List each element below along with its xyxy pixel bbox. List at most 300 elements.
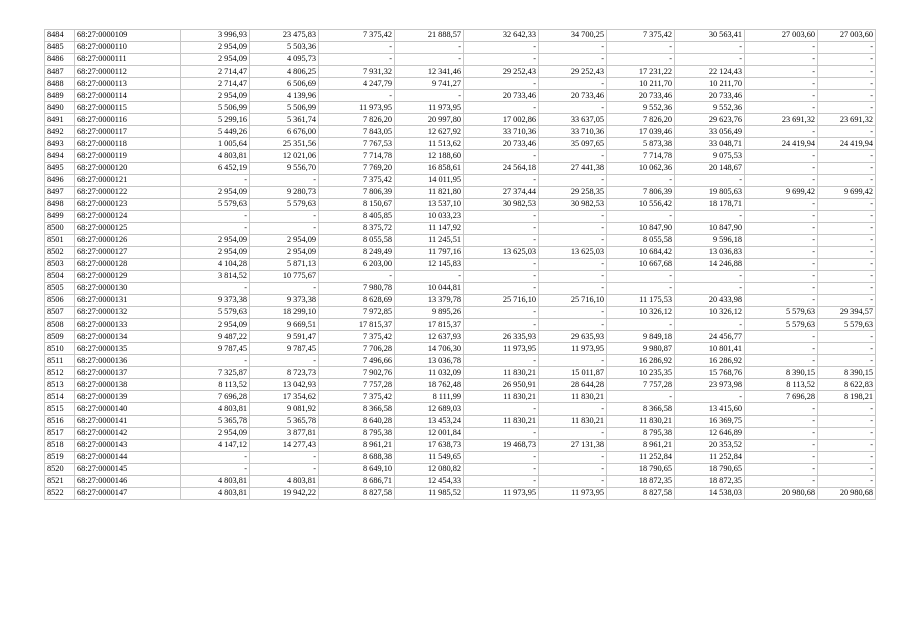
value-cell: -	[539, 451, 607, 463]
value-cell: 2 954,09	[181, 427, 250, 439]
value-cell: 7 706,28	[319, 343, 395, 355]
value-cell: 4 803,81	[250, 475, 319, 487]
table-row	[45, 403, 876, 415]
value-cell: 10 775,67	[250, 270, 319, 282]
value-cell: -	[818, 355, 876, 367]
value-cell: 11 513,62	[395, 138, 464, 150]
value-cell: 20 733,46	[464, 138, 539, 150]
value-cell: 2 954,09	[181, 234, 250, 246]
value-cell: 11 985,52	[395, 487, 464, 499]
value-cell: 12 646,89	[675, 427, 745, 439]
cadastral-code-cell: 68:27:0000115	[75, 102, 181, 114]
cadastral-code-cell: 68:27:0000131	[75, 295, 181, 307]
value-cell: -	[464, 174, 539, 186]
row-id-cell: 8520	[45, 463, 75, 475]
value-cell: -	[464, 463, 539, 475]
value-cell: -	[607, 42, 675, 54]
row-id-cell: 8511	[45, 355, 75, 367]
value-cell: -	[745, 42, 818, 54]
value-cell: 11 797,16	[395, 246, 464, 258]
cadastral-code-cell: 68:27:0000117	[75, 126, 181, 138]
value-cell: 8 827,58	[607, 487, 675, 499]
value-cell: -	[539, 307, 607, 319]
value-cell: -	[675, 54, 745, 66]
table-row	[45, 234, 876, 246]
value-cell: 8 055,58	[319, 234, 395, 246]
value-cell: 8 723,73	[250, 367, 319, 379]
value-cell: 19 468,73	[464, 439, 539, 451]
value-cell: 2 954,09	[250, 234, 319, 246]
table-row	[45, 174, 876, 186]
value-cell: -	[181, 463, 250, 475]
value-cell: 12 188,60	[395, 150, 464, 162]
value-cell: -	[675, 270, 745, 282]
value-cell: -	[607, 210, 675, 222]
value-cell: -	[539, 258, 607, 270]
value-cell: -	[250, 451, 319, 463]
value-cell: 13 379,78	[395, 295, 464, 307]
value-cell: 8 150,67	[319, 198, 395, 210]
value-cell: 33 056,49	[675, 126, 745, 138]
table-row	[45, 54, 876, 66]
value-cell: 4 139,96	[250, 90, 319, 102]
value-cell: 10 556,42	[607, 198, 675, 210]
value-cell: -	[818, 54, 876, 66]
value-cell: 9 699,42	[745, 186, 818, 198]
row-id-cell: 8488	[45, 78, 75, 90]
value-cell: 24 456,77	[675, 331, 745, 343]
value-cell: 16 369,75	[675, 415, 745, 427]
value-cell: 14 246,88	[675, 258, 745, 270]
value-cell: 6 676,00	[250, 126, 319, 138]
value-cell: 11 252,84	[607, 451, 675, 463]
table-row	[45, 246, 876, 258]
value-cell: 11 973,95	[464, 343, 539, 355]
value-cell: 8 688,38	[319, 451, 395, 463]
value-cell: 29 623,76	[675, 114, 745, 126]
value-cell: 11 973,95	[539, 343, 607, 355]
table-row	[45, 475, 876, 487]
value-cell: 30 982,53	[539, 198, 607, 210]
row-id-cell: 8493	[45, 138, 75, 150]
value-cell: 23 691,32	[745, 114, 818, 126]
value-cell: -	[539, 475, 607, 487]
value-cell: 6 452,19	[181, 162, 250, 174]
value-cell: 11 252,84	[675, 451, 745, 463]
value-cell: 11 973,95	[464, 487, 539, 499]
value-cell: 11 830,21	[539, 415, 607, 427]
value-cell: -	[818, 439, 876, 451]
value-cell: 10 235,35	[607, 367, 675, 379]
cadastral-code-cell: 68:27:0000133	[75, 319, 181, 331]
value-cell: 2 954,09	[181, 246, 250, 258]
value-cell: 3 814,52	[181, 270, 250, 282]
cadastral-code-cell: 68:27:0000118	[75, 138, 181, 150]
value-cell: 26 950,91	[464, 379, 539, 391]
value-cell: 18 790,65	[675, 463, 745, 475]
value-cell: 4 803,81	[181, 475, 250, 487]
value-cell: -	[745, 54, 818, 66]
value-cell: -	[464, 78, 539, 90]
table-row	[45, 150, 876, 162]
value-cell: -	[319, 90, 395, 102]
value-cell: -	[675, 282, 745, 294]
cadastral-code-cell: 68:27:0000135	[75, 343, 181, 355]
value-cell: 11 830,21	[539, 391, 607, 403]
cadastral-code-cell: 68:27:0000124	[75, 210, 181, 222]
value-cell: 19 805,63	[675, 186, 745, 198]
value-cell: 7 375,42	[319, 174, 395, 186]
value-cell: 20 353,52	[675, 439, 745, 451]
value-cell: -	[745, 102, 818, 114]
value-cell: -	[607, 54, 675, 66]
value-cell: -	[818, 343, 876, 355]
table-row	[45, 343, 876, 355]
row-id-cell: 8497	[45, 186, 75, 198]
value-cell: 10 847,90	[607, 222, 675, 234]
cadastral-code-cell: 68:27:0000113	[75, 78, 181, 90]
value-cell: 2 954,09	[181, 90, 250, 102]
value-cell: 12 637,93	[395, 331, 464, 343]
value-cell: -	[818, 427, 876, 439]
value-cell: 14 538,03	[675, 487, 745, 499]
row-id-cell: 8522	[45, 487, 75, 499]
row-id-cell: 8503	[45, 258, 75, 270]
cadastral-code-cell: 68:27:0000144	[75, 451, 181, 463]
value-cell: 16 286,92	[607, 355, 675, 367]
cadastral-code-cell: 68:27:0000140	[75, 403, 181, 415]
value-cell: 25 716,10	[464, 295, 539, 307]
value-cell: -	[745, 258, 818, 270]
value-cell: -	[745, 295, 818, 307]
value-cell: -	[818, 270, 876, 282]
row-id-cell: 8507	[45, 307, 75, 319]
value-cell: 7 931,32	[319, 66, 395, 78]
value-cell: 7 806,39	[607, 186, 675, 198]
value-cell: 9 552,36	[607, 102, 675, 114]
cadastral-code-cell: 68:27:0000134	[75, 331, 181, 343]
value-cell: -	[745, 270, 818, 282]
value-cell: 10 684,42	[607, 246, 675, 258]
value-cell: 5 365,78	[181, 415, 250, 427]
value-cell: 17 815,37	[319, 319, 395, 331]
value-cell: -	[181, 222, 250, 234]
value-cell: 16 858,61	[395, 162, 464, 174]
value-cell: 13 625,03	[539, 246, 607, 258]
value-cell: -	[539, 210, 607, 222]
row-id-cell: 8513	[45, 379, 75, 391]
value-cell: 18 762,48	[395, 379, 464, 391]
value-cell: 21 888,57	[395, 30, 464, 42]
value-cell: 7 806,39	[319, 186, 395, 198]
value-cell: -	[745, 439, 818, 451]
value-cell: 27 003,60	[818, 30, 876, 42]
value-cell: -	[539, 42, 607, 54]
value-cell: -	[745, 463, 818, 475]
value-cell: 1 005,64	[181, 138, 250, 150]
value-cell: 11 973,95	[319, 102, 395, 114]
value-cell: 6 203,00	[319, 258, 395, 270]
value-cell: 8 111,99	[395, 391, 464, 403]
value-cell: 9 373,38	[181, 295, 250, 307]
row-id-cell: 8518	[45, 439, 75, 451]
value-cell: 7 375,42	[319, 391, 395, 403]
value-cell: -	[539, 222, 607, 234]
value-cell: 34 700,25	[539, 30, 607, 42]
value-cell: 20 733,46	[607, 90, 675, 102]
value-cell: 9 487,22	[181, 331, 250, 343]
value-cell: 10 062,36	[607, 162, 675, 174]
value-cell: 9 373,38	[250, 295, 319, 307]
value-cell: 3 877,81	[250, 427, 319, 439]
table-row	[45, 30, 876, 42]
cadastral-code-cell: 68:27:0000114	[75, 90, 181, 102]
value-cell: -	[464, 234, 539, 246]
cadastral-code-cell: 68:27:0000142	[75, 427, 181, 439]
value-cell: -	[818, 78, 876, 90]
value-cell: -	[818, 415, 876, 427]
value-cell: -	[539, 463, 607, 475]
row-id-cell: 8501	[45, 234, 75, 246]
table-row	[45, 379, 876, 391]
value-cell: 7 769,20	[319, 162, 395, 174]
value-cell: 8 113,52	[181, 379, 250, 391]
value-cell: -	[395, 42, 464, 54]
value-cell: 13 537,10	[395, 198, 464, 210]
value-cell: -	[181, 210, 250, 222]
value-cell: -	[395, 54, 464, 66]
value-cell: 10 211,70	[607, 78, 675, 90]
value-cell: -	[181, 451, 250, 463]
value-cell: 9 669,51	[250, 319, 319, 331]
table-row	[45, 78, 876, 90]
table-row	[45, 295, 876, 307]
value-cell: -	[464, 222, 539, 234]
value-cell: -	[818, 463, 876, 475]
value-cell: 17 638,73	[395, 439, 464, 451]
value-cell: -	[745, 246, 818, 258]
cadastral-code-cell: 68:27:0000127	[75, 246, 181, 258]
value-cell: 5 299,16	[181, 114, 250, 126]
value-cell: 8 249,49	[319, 246, 395, 258]
value-cell: -	[539, 102, 607, 114]
table-row	[45, 198, 876, 210]
value-cell: -	[539, 54, 607, 66]
value-cell: -	[464, 42, 539, 54]
value-cell: 9 741,27	[395, 78, 464, 90]
row-id-cell: 8491	[45, 114, 75, 126]
value-cell: -	[818, 126, 876, 138]
value-cell: 14 706,30	[395, 343, 464, 355]
value-cell: 9 556,70	[250, 162, 319, 174]
value-cell: 29 258,35	[539, 186, 607, 198]
value-cell: 5 579,63	[181, 198, 250, 210]
value-cell: 7 696,28	[745, 391, 818, 403]
value-cell: 5 506,99	[181, 102, 250, 114]
value-cell: -	[539, 319, 607, 331]
value-cell: 12 001,84	[395, 427, 464, 439]
value-cell: -	[745, 282, 818, 294]
value-cell: 27 374,44	[464, 186, 539, 198]
value-cell: -	[818, 282, 876, 294]
value-cell: 11 830,21	[607, 415, 675, 427]
value-cell: 10 326,12	[607, 307, 675, 319]
table-row	[45, 355, 876, 367]
value-cell: 2 954,09	[250, 246, 319, 258]
value-cell: 8 628,69	[319, 295, 395, 307]
value-cell: 5 579,63	[745, 319, 818, 331]
value-cell: -	[818, 331, 876, 343]
value-cell: 4 803,81	[181, 150, 250, 162]
cadastral-code-cell: 68:27:0000138	[75, 379, 181, 391]
row-id-cell: 8490	[45, 102, 75, 114]
value-cell: 5 365,78	[250, 415, 319, 427]
value-cell: 8 795,38	[607, 427, 675, 439]
value-cell: 8 961,21	[607, 439, 675, 451]
value-cell: -	[818, 258, 876, 270]
value-cell: 18 790,65	[607, 463, 675, 475]
value-cell: -	[818, 102, 876, 114]
value-cell: 5 503,36	[250, 42, 319, 54]
value-cell: -	[250, 355, 319, 367]
value-cell: 8 375,72	[319, 222, 395, 234]
value-cell: 17 231,22	[607, 66, 675, 78]
value-cell: 8 055,58	[607, 234, 675, 246]
cadastral-code-cell: 68:27:0000112	[75, 66, 181, 78]
value-cell: -	[539, 174, 607, 186]
value-cell: 24 419,94	[745, 138, 818, 150]
value-cell: 33 048,71	[675, 138, 745, 150]
value-cell: 8 961,21	[319, 439, 395, 451]
value-cell: -	[464, 427, 539, 439]
value-cell: 28 644,28	[539, 379, 607, 391]
value-cell: 7 757,28	[319, 379, 395, 391]
value-cell: 10 667,68	[607, 258, 675, 270]
value-cell: 18 872,35	[607, 475, 675, 487]
cadastral-code-cell: 68:27:0000139	[75, 391, 181, 403]
table-row	[45, 427, 876, 439]
table-row	[45, 487, 876, 499]
value-cell: 4 806,25	[250, 66, 319, 78]
row-id-cell: 8498	[45, 198, 75, 210]
value-cell: -	[818, 66, 876, 78]
row-id-cell: 8496	[45, 174, 75, 186]
row-id-cell: 8514	[45, 391, 75, 403]
value-cell: 2 714,47	[181, 78, 250, 90]
value-cell: -	[539, 355, 607, 367]
row-id-cell: 8489	[45, 90, 75, 102]
value-cell: 35 097,65	[539, 138, 607, 150]
value-cell: 20 433,98	[675, 295, 745, 307]
value-cell: -	[818, 162, 876, 174]
value-cell: -	[250, 174, 319, 186]
value-cell: 7 826,20	[607, 114, 675, 126]
table-row	[45, 126, 876, 138]
value-cell: 24 564,18	[464, 162, 539, 174]
value-cell: 8 622,83	[818, 379, 876, 391]
cadastral-code-cell: 68:27:0000129	[75, 270, 181, 282]
table-row	[45, 90, 876, 102]
value-cell: 29 635,93	[539, 331, 607, 343]
value-cell: -	[319, 270, 395, 282]
table-row	[45, 331, 876, 343]
value-cell: 20 733,46	[464, 90, 539, 102]
value-cell: -	[818, 234, 876, 246]
value-cell: -	[745, 66, 818, 78]
value-cell: -	[539, 150, 607, 162]
value-cell: -	[745, 150, 818, 162]
value-cell: 9 596,18	[675, 234, 745, 246]
value-cell: 8 390,15	[745, 367, 818, 379]
value-cell: 20 733,46	[539, 90, 607, 102]
value-cell: 11 147,92	[395, 222, 464, 234]
value-cell: 4 095,73	[250, 54, 319, 66]
row-id-cell: 8515	[45, 403, 75, 415]
value-cell: 9 591,47	[250, 331, 319, 343]
value-cell: 10 211,70	[675, 78, 745, 90]
value-cell: -	[818, 246, 876, 258]
value-cell: -	[539, 282, 607, 294]
value-cell: -	[464, 54, 539, 66]
value-cell: 4 247,79	[319, 78, 395, 90]
value-cell: -	[745, 234, 818, 246]
value-cell: 23 691,32	[818, 114, 876, 126]
value-cell: 7 843,05	[319, 126, 395, 138]
value-cell: 23 475,83	[250, 30, 319, 42]
value-cell: -	[464, 150, 539, 162]
value-cell: -	[745, 427, 818, 439]
value-cell: 7 714,78	[319, 150, 395, 162]
value-cell: 8 366,58	[319, 403, 395, 415]
value-cell: 9 895,26	[395, 307, 464, 319]
cadastral-code-cell: 68:27:0000122	[75, 186, 181, 198]
value-cell: 15 011,87	[539, 367, 607, 379]
row-id-cell: 8485	[45, 42, 75, 54]
value-cell: 10 801,41	[675, 343, 745, 355]
value-cell: 23 973,98	[675, 379, 745, 391]
table-row	[45, 258, 876, 270]
value-cell: 27 003,60	[745, 30, 818, 42]
cadastral-code-cell: 68:27:0000125	[75, 222, 181, 234]
value-cell: 20 733,46	[675, 90, 745, 102]
value-cell: 7 767,53	[319, 138, 395, 150]
value-cell: 6 506,69	[250, 78, 319, 90]
value-cell: -	[745, 475, 818, 487]
value-cell: 5 506,99	[250, 102, 319, 114]
cadastral-code-cell: 68:27:0000121	[75, 174, 181, 186]
value-cell: 8 827,58	[319, 487, 395, 499]
value-cell: 7 325,87	[181, 367, 250, 379]
value-cell: 26 335,93	[464, 331, 539, 343]
table-body	[45, 30, 876, 500]
value-cell: -	[745, 451, 818, 463]
value-cell: -	[464, 319, 539, 331]
value-cell: 13 042,93	[250, 379, 319, 391]
value-cell: -	[745, 90, 818, 102]
row-id-cell: 8510	[45, 343, 75, 355]
value-cell: 11 549,65	[395, 451, 464, 463]
cadastral-code-cell: 68:27:0000130	[75, 282, 181, 294]
value-cell: 5 579,63	[745, 307, 818, 319]
value-cell: 12 021,06	[250, 150, 319, 162]
value-cell: -	[818, 210, 876, 222]
row-id-cell: 8506	[45, 295, 75, 307]
value-cell: 7 696,28	[181, 391, 250, 403]
table-row	[45, 439, 876, 451]
value-cell: -	[539, 403, 607, 415]
value-cell: -	[745, 198, 818, 210]
value-cell: -	[818, 475, 876, 487]
